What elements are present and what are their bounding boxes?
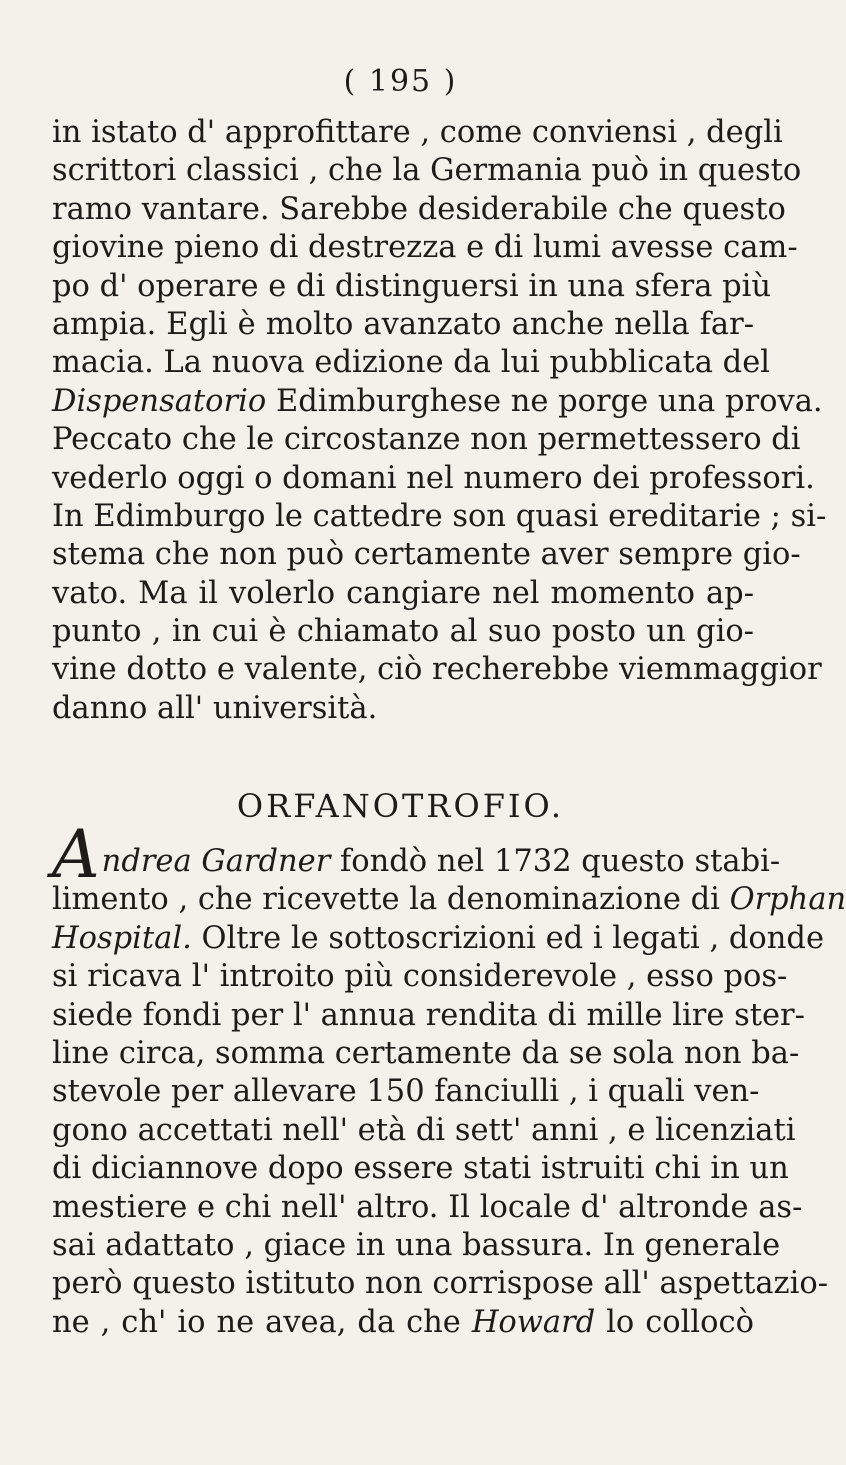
text-fragment: fondò nel 1732 questo stabi-	[330, 844, 781, 879]
italic-name: Howard	[471, 1304, 596, 1340]
text-line: vato. Ma il volerlo cangiare nel momento ap-	[52, 575, 754, 611]
italic-name: Orphan	[729, 882, 846, 918]
text-line	[52, 816, 781, 893]
section-title: ORFANOTROFIO.	[236, 787, 565, 825]
text-line: gono accettati nell' età di sett' anni , e licenziati	[52, 1112, 796, 1148]
text-line: punto , in cui è chiamato al suo posto un gio-	[52, 614, 754, 650]
text-fragment: ne , ch' io ne avea, da che	[52, 1304, 472, 1340]
text-line: in istato d' approfittare , come conviensi , degli	[52, 115, 783, 150]
text-line	[52, 1304, 754, 1342]
text-line: vine dotto e valente, ciò recherebbe viemmaggior	[52, 652, 822, 688]
text-line: stevole per allevare 150 fanciulli , i quali ven-	[52, 1074, 760, 1110]
text-line: sai adattato , giace in una bassura. In generale	[52, 1227, 781, 1263]
text-line: siede fondi per l' annua rendita di mille lire ster-	[52, 997, 805, 1033]
text-line: però questo istituto non corrispose all' aspettazio-	[52, 1266, 829, 1302]
text-line: scrittori classici , che la Germania può in questo	[52, 153, 802, 189]
text-line	[52, 920, 825, 958]
text-line: line circa, somma certamente da se sola non ba-	[52, 1035, 800, 1071]
paragraph-2	[52, 816, 846, 1342]
text-line: Peccato che le circostanze non permettessero di	[52, 422, 801, 458]
italic-title: Dispensatorio	[52, 383, 267, 419]
text-line: vederlo oggi o domani nel numero dei professori.	[52, 460, 815, 496]
text-line: giovine pieno di destrezza e di lumi avesse cam-	[52, 230, 798, 266]
drop-cap: A	[52, 816, 100, 893]
text-line	[52, 383, 823, 421]
text-fragment: limento , che ricevette la denominazione di	[52, 882, 730, 918]
text-line: In Edimburgo le cattedre son quasi ereditarie ; si-	[52, 498, 827, 534]
paragraph-1	[52, 114, 827, 728]
text-line: si ricava l' introito più considerevole , esso pos-	[52, 959, 788, 995]
text-line: stema che non può certamente aver sempre gio-	[52, 537, 801, 573]
text-line: po d' operare e di distinguersi in una sfera più	[52, 268, 772, 304]
text-line: danno all' università.	[52, 690, 378, 726]
text-fragment: lo collocò	[595, 1304, 754, 1340]
text-line	[52, 881, 846, 919]
text-line: mestiere e chi nell' altro. Il locale d' altronde as-	[52, 1189, 803, 1225]
italic-name: Hospital.	[52, 920, 192, 956]
text-line: macia. La nuova edizione da lui pubblicata del	[52, 345, 771, 381]
text-fragment: Edimburghese ne porge una prova.	[275, 383, 823, 419]
italic-name: ndrea Gardner	[101, 844, 331, 879]
text-line: di diciannove dopo essere stati istruiti chi in un	[52, 1151, 789, 1187]
text-fragment: Oltre le sottoscrizioni ed i legati , donde	[191, 920, 825, 956]
page-number: ( 195 )	[343, 64, 458, 99]
text-line: ramo vantare. Sarebbe desiderabile che questo	[52, 191, 786, 227]
text-line: ampia. Egli è molto avanzato anche nella far-	[52, 306, 754, 342]
